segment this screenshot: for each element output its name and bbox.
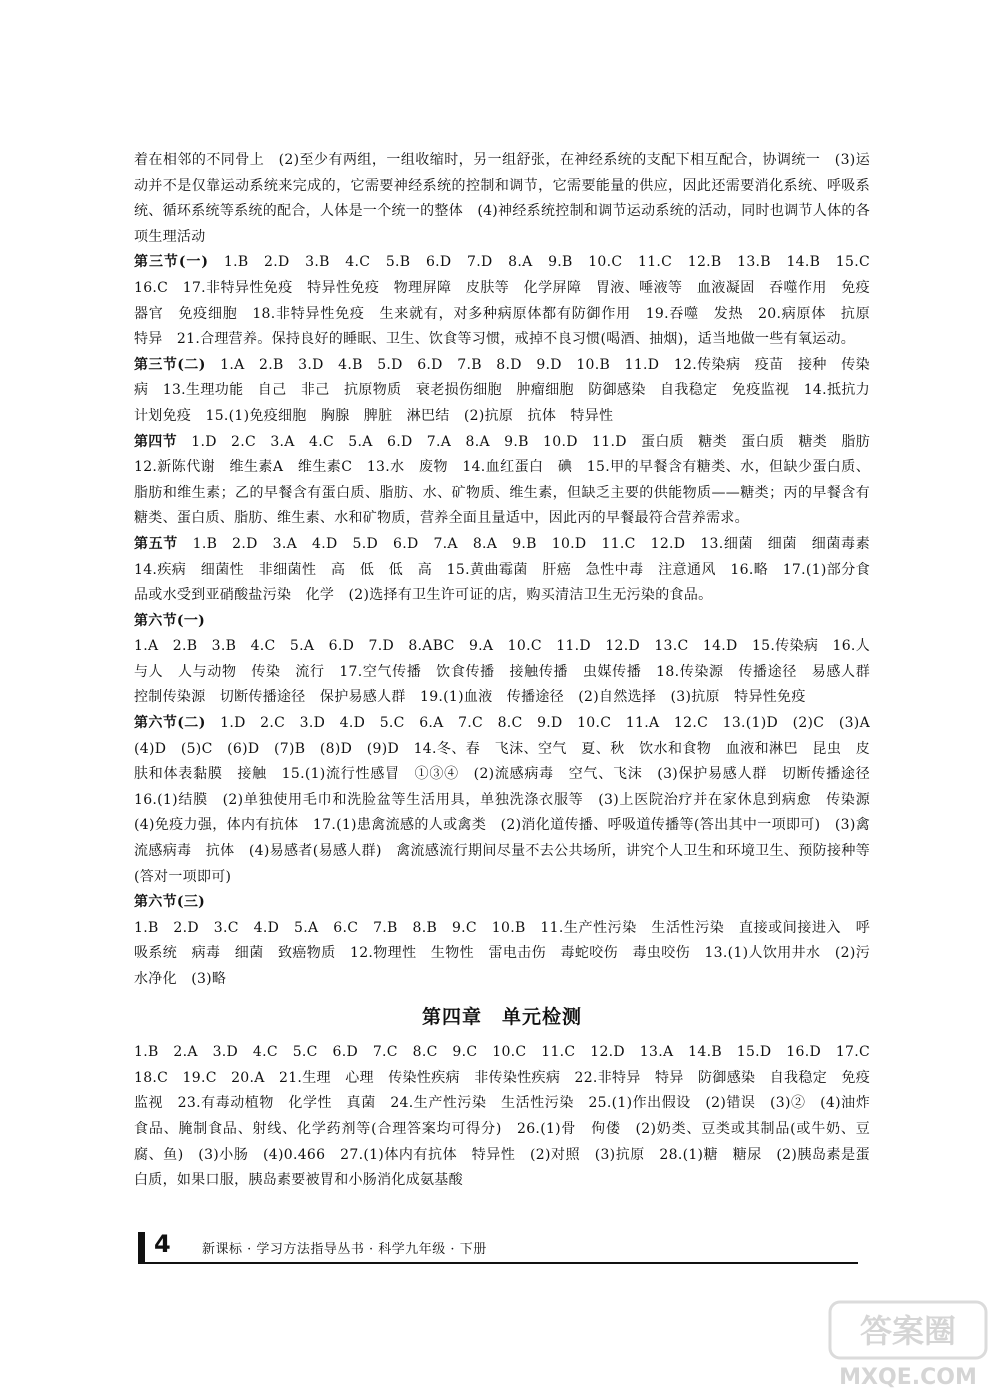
chapter-answers: 1.B 2.A 3.D 4.C 5.C 6.D 7.C 8.C 9.C 10.C 11.C 12.D 13.A 14.B 15.D 16.D 17.C 18.C 19.C 20.A 21.生理 心理 传染性疾病 非传染性疾病 22.非特异 特异 防御感染 自我稳定 免疫监视 23.有毒动植物 化学性 真菌 24.生产性污染 生活性污染 25.(1)作出假设 (2)错误 (3)② (4)油炸食品、腌制食品、射线、化学药剂等(合理答案均可得分) 26.(1)骨 佝偻 (2)奶类、豆类或其制品(或牛奶、豆腐、鱼) (3)小肠 (4)0.466 27.(1)体内有抗体 特异性 (2)对照 (3)抗原 28.(1)糖 糖尿 (2)胰岛素是蛋白质，如果口服，胰岛素要被胃和小肠消化成氨基酸 — [134, 1044, 885, 1189]
paragraph — [134, 353, 885, 430]
section-heading: 第六节(二) — [134, 715, 206, 732]
page-number-bar — [138, 1232, 145, 1262]
section-heading: 第三节(一) — [134, 254, 209, 271]
page-footer — [138, 1232, 878, 1262]
watermark-text-cn: 答案圈 — [859, 1312, 957, 1350]
watermark-logo — [828, 1300, 988, 1392]
section-heading: 第六节(三) — [134, 894, 206, 911]
section-heading: 第六节(一) — [134, 612, 206, 629]
page-number: 4 — [154, 1230, 171, 1258]
section-heading: 第四节 — [134, 433, 177, 450]
answer-text: 1.D 2.C 3.D 4.D 5.C 6.A 7.C 8.C 9.D 10.C 11.A 12.C 13.(1)D (2)C (3)A (4)D (5)C (6)D (7)B (8)D (9)D 14.冬、春 飞沫、空气 夏、秋 饮水和食物 血液和淋巴 昆虫 皮肤和体表黏膜 接触 15.(1)流行性感冒 ①③④ (2)流感病毒 空气、飞沫 (3)保护易感人群 切断传播途径 16.(1)结膜 (2)单独使用毛巾和洗脸盆等生活用具，单独洗涤衣服等 (3)上医院治疗并在家休息到病愈 传染源 (4)免疫力强，体内有抗体 17.(1)患禽流感的人或禽类 (2)消化道传播、呼吸道传播等(答出其中一项即可) (3)禽流感病毒 抗体 (4)易感者(易感人群) 禽流感流行期间尽量不去公共场所，讲究个人卫生和环境卫生、预防接种等(答对一项即可) — [134, 715, 885, 885]
paragraph — [134, 148, 870, 250]
answer-text: 1.A 2.B 3.B 4.C 5.A 6.D 7.D 8.ABC 9.A 10.C 11.D 12.D 13.C 14.D 15.传染病 16.人与人 人与动物 传染 流行 17.空气传播 饮食传播 接触传播 虫媒传播 18.传染源 传播途径 易感人群 控制传染源 切断传播途径 保护易感人群 19.(1)血液 传播途径 (2)自然选择 (3)抗原 特异性免疫 — [134, 638, 885, 706]
answer-text: 1.D 2.C 3.A 4.C 5.A 6.D 7.A 8.A 9.B 10.D 11.D 蛋白质 糖类 蛋白质 糖类 脂肪 12.新陈代谢 维生素A 维生素C 13.水 废物 14.血红蛋白 碘 15.甲的早餐含有糖类、水，但缺少蛋白质、脂肪和维生素；乙的早餐含有蛋白质、脂肪、水、矿物质、维生素，但缺乏主要的供能物质——糖类；丙的早餐含有糖类、蛋白质、脂肪、维生素、水和矿物质，营养全面且量适中，因此丙的早餐最符合营养需求。 — [134, 433, 885, 527]
paragraph — [134, 711, 885, 890]
answer-text: 着在相邻的不同骨上 (2)至少有两组，一组收缩时，另一组舒张，在神经系统的支配下相互配合，协调统一 (3)运动并不是仅靠运动系统来完成的，它需要神经系统的控制和调节，它需要能量的供应，因此还需要消化系统、呼吸系统、循环系统等系统的配合，人体是一个统一的整体 (4)神经系统控制和调节运动系统的活动，同时也调节人体的各项生理活动 — [134, 152, 870, 245]
paragraph — [134, 634, 885, 711]
answer-text: 1.B 2.D 3.A 4.D 5.D 6.D 7.A 8.A 9.B 10.D 11.C 12.D 13.细菌 细菌 细菌毒素 14.疾病 细菌性 非细菌性 高 低 低 高 15.黄曲霉菌 肝癌 急性中毒 注意通风 16.略 17.(1)部分食品或水受到亚硝酸盐污染 化学 (2)选择有卫生许可证的店，购买清洁卫生无污染的食品。 — [134, 535, 885, 604]
footer-rule — [138, 1262, 858, 1264]
paragraph — [134, 916, 870, 993]
answer-text: 1.B 2.D 3.C 4.D 5.A 6.C 7.B 8.B 9.C 10.B 11.生产性污染 生活性污染 直接或间接进入 呼吸系统 病毒 细菌 致癌物质 12.物理性 生物性 雷电击伤 毒蛇咬伤 毒虫咬伤 13.(1)人饮用井水 (2)污水净化 (3)略 — [134, 919, 870, 987]
paragraph — [134, 532, 885, 609]
watermark-text-url: MXQE.COM — [839, 1365, 977, 1390]
answer-text: 1.B 2.D 3.B 4.C 5.B 6.D 7.D 8.A 9.B 10.C 11.C 12.B 13.B 14.B 15.C 16.C 17.非特异性免疫 特异性免疫 物理屏障 皮肤等 化学屏障 胃液、唾液等 血液凝固 吞噬作用 免疫器官 免疫细胞 18.非特异性免疫 生来就有，对多种病原体都有防御作用 19.吞噬 发热 20.病原体 抗原 特异 21.合理营养。保持良好的睡眠、卫生、饮食等习惯，戒掉不良习惯(喝酒、抽烟)，适当地做一些有氧运动。 — [134, 254, 885, 348]
paragraph — [134, 430, 885, 532]
section-heading: 第三节(二) — [134, 356, 206, 373]
answer-content — [134, 148, 885, 1194]
chapter-heading: 第四章 单元检测 — [421, 1005, 582, 1028]
paragraph — [134, 250, 885, 352]
section-heading: 第五节 — [134, 535, 178, 552]
paragraph — [134, 890, 870, 916]
book-series-title: 新课标 · 学习方法指导丛书 · 科学九年级 · 下册 — [202, 1242, 487, 1257]
answer-text: 1.A 2.B 3.D 4.B 5.D 6.D 7.B 8.D 9.D 10.B 11.D 12.传染病 疫苗 接种 传染病 13.生理功能 自己 非己 抗原物质 衰老损伤细胞 肿瘤细胞 防御感染 自我稳定 免疫监视 14.抵抗力 计划免疫 15.(1)免疫细胞 胸腺 脾脏 淋巴结 (2)抗原 抗体 特异性 — [134, 356, 885, 424]
paragraph — [134, 609, 870, 635]
